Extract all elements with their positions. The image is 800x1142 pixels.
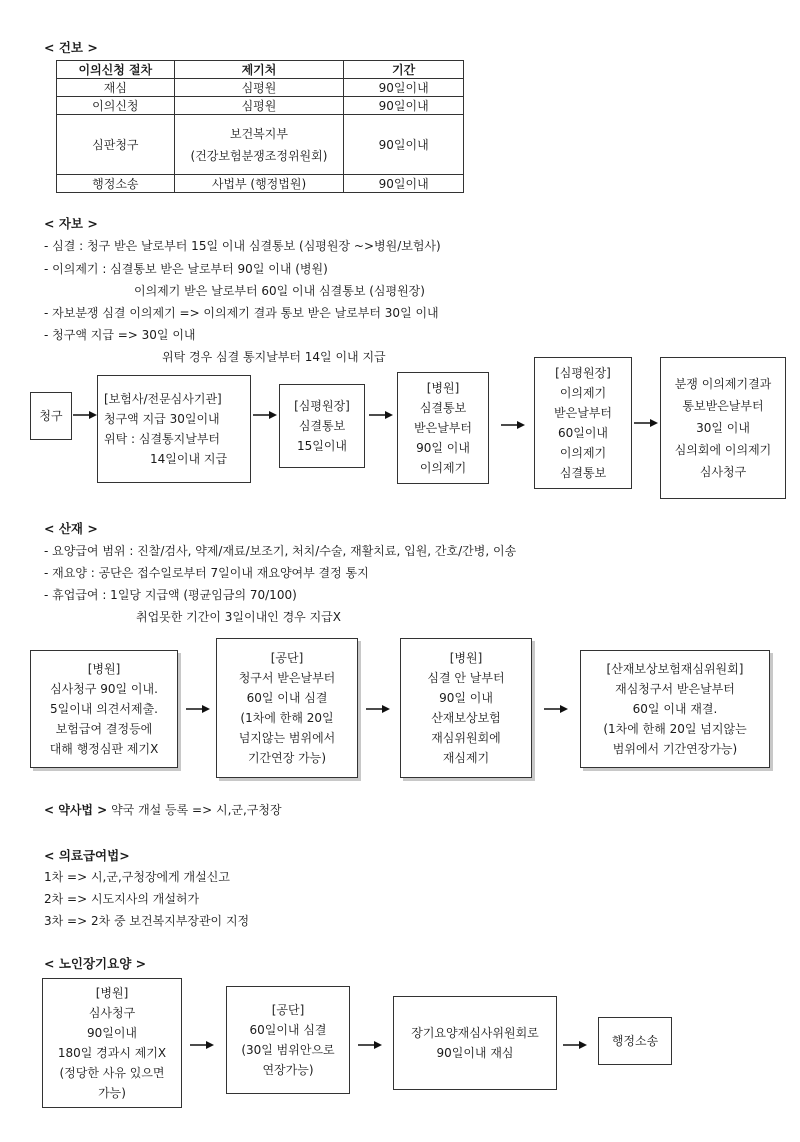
flow-box-text: 60일이내 심결 xyxy=(249,1023,327,1037)
flow-box-text: 받은날부터 xyxy=(414,421,472,435)
auto-line: - 자보분쟁 심결 이의제기 => 이의제기 결과 통보 받은 날로부터 30일 이내 xyxy=(44,306,439,320)
flow-box-text: [병원] xyxy=(426,381,460,395)
table-cell: 이의신청 xyxy=(57,97,175,115)
arrow-right-icon xyxy=(253,410,277,420)
table-cell: 행정소송 xyxy=(57,175,175,193)
table-row xyxy=(57,175,464,193)
arrow-right-icon xyxy=(366,704,390,714)
auto-line: - 청구액 지급 => 30일 이내 xyxy=(44,328,196,342)
flow-box-text: 90일이내 xyxy=(86,1026,138,1040)
flow-box-text: 위탁 : 심결통지날부터 xyxy=(104,432,221,446)
flow-box-text: 심사청구 xyxy=(699,465,747,479)
flow-box-text: 90일 이내 xyxy=(416,441,470,455)
arrow-right-icon xyxy=(186,704,210,714)
flow-box-text: 청구서 받은날부터 xyxy=(238,671,336,685)
flow-box-text: 180일 경과시 제기X xyxy=(57,1046,167,1060)
flow-box-text: 심결통보 xyxy=(419,401,467,415)
flow-box-text: (30일 범위안으로 xyxy=(241,1043,335,1057)
table-cell-line: (건강보험분쟁조정위원회) xyxy=(190,148,328,163)
flow-box-text: [보험사/전문심사기관] xyxy=(104,392,222,406)
table-cell xyxy=(174,115,344,175)
section-heading-auto: < 자보 > xyxy=(44,216,98,231)
table-cell: 90일이내 xyxy=(344,79,464,97)
arrow-right-icon xyxy=(73,410,97,420)
flow-box-ltc-committee xyxy=(393,996,557,1090)
flow-box-text: 60일 이내 심결 xyxy=(246,691,328,705)
flow-box-kcomwel xyxy=(216,638,358,778)
medical-aid-line: 1차 => 시,군,구청장에게 개설신고 xyxy=(44,870,230,884)
flow-box-text: 이의제기 xyxy=(559,446,607,460)
flow-box-hospital-claim xyxy=(30,650,178,768)
flow-box-text: [공단] xyxy=(271,1003,305,1017)
table-cell: 심평원 xyxy=(174,97,344,115)
table-header-procedure: 이의신청 절차 xyxy=(57,61,175,79)
arrow-right-icon xyxy=(358,1040,382,1050)
flow-box-text: [심평원장] xyxy=(294,399,350,413)
flow-box-hira-director xyxy=(279,384,365,468)
flow-box-claim xyxy=(30,392,72,440)
arrow-right-icon xyxy=(563,1040,587,1050)
flow-box-hospital xyxy=(397,372,489,484)
section-heading-nhi: < 건보 > xyxy=(44,40,98,55)
table-row xyxy=(57,115,464,175)
table-row xyxy=(57,97,464,115)
table-cell: 재심 xyxy=(57,79,175,97)
table-row xyxy=(57,79,464,97)
auto-line: 이의제기 받은 날로부터 60일 이내 심결통보 (심평원장) xyxy=(134,284,425,298)
flow-box-text: 심결통보 xyxy=(559,466,607,480)
flow-box-text: 청구액 지급 30일이내 xyxy=(104,412,220,426)
table-cell: 90일이내 xyxy=(344,175,464,193)
flow-box-text: 심의회에 이의제기 xyxy=(674,443,772,457)
pharmacy-line xyxy=(44,801,282,818)
flow-box-text: 심결 안 날부터 xyxy=(427,671,505,685)
industrial-line: - 휴업급여 : 1일당 지급액 (평균임금의 70/100) xyxy=(44,588,297,602)
flow-box-text: [병원] xyxy=(95,986,129,1000)
medical-aid-line: 2차 => 시도지사의 개설허가 xyxy=(44,892,200,906)
flow-box-text: 연장가능) xyxy=(262,1063,314,1077)
flow-box-text: 심사청구 90일 이내. xyxy=(50,682,158,696)
auto-line: 위탁 경우 심결 통지날부터 14일 이내 지급 xyxy=(162,350,386,364)
flow-box-text: 심결통보 xyxy=(298,419,346,433)
industrial-line: - 재요양 : 공단은 접수일로부터 7일이내 재요양여부 결정 통지 xyxy=(44,566,369,580)
flow-box-text: 통보받은날부터 xyxy=(682,399,764,413)
table-header-period: 기간 xyxy=(344,61,464,79)
flow-box-text: 15일이내 xyxy=(296,439,348,453)
section-heading-medical-aid: < 의료급여법> xyxy=(44,848,130,863)
flow-box-text: 이의제기 xyxy=(559,386,607,400)
flow-box-administrative-litigation xyxy=(598,1017,672,1065)
flow-box-review-committee xyxy=(580,650,770,768)
flow-box-text: 60일이내 xyxy=(557,426,609,440)
flow-box-ltc-nhis xyxy=(226,986,350,1094)
flow-box-hira-objection xyxy=(534,357,632,489)
flow-box-ltc-hospital xyxy=(42,978,182,1108)
flow-box-dispute-committee xyxy=(660,357,786,499)
flow-box-text: 넘지않는 범위에서 xyxy=(238,731,336,745)
flow-box-text: 분쟁 이의제기결과 xyxy=(674,377,772,391)
table-cell: 심평원 xyxy=(174,79,344,97)
flow-box-text: 이의제기 xyxy=(419,461,467,475)
industrial-line: - 요양급여 범위 : 진찰/검사, 약제/재료/보조기, 처치/수술, 재활치료, 입원, 간호/간병, 이송 xyxy=(44,544,517,558)
flow-box-text: 심사청구 xyxy=(88,1006,136,1020)
section-heading-pharmacy: < 약사법 > xyxy=(44,803,108,817)
table-cell: 90일이내 xyxy=(344,97,464,115)
flow-box-text: 산재보상보험 xyxy=(431,711,501,725)
flow-box-text: 30일 이내 xyxy=(696,421,750,435)
flow-box-hospital-rereview xyxy=(400,638,532,778)
flow-box-text: 재심청구서 받은날부터 xyxy=(615,682,735,696)
auto-line: - 이의제기 : 심결통보 받은 날로부터 90일 이내 (병원) xyxy=(44,262,328,276)
flow-box-text: [병원] xyxy=(449,651,483,665)
flow-box-text: 장기요양재심사위원회로 xyxy=(411,1026,539,1040)
appeal-table xyxy=(56,60,464,193)
flow-box-text: 기간연장 가능) xyxy=(247,751,327,765)
table-cell-line: 보건복지부 xyxy=(230,126,288,141)
table-header-venue: 제기처 xyxy=(174,61,344,79)
flow-box-text: 행정소송 xyxy=(611,1034,659,1048)
flow-box-text: 90일 이내 xyxy=(439,691,493,705)
flow-box-text: [병원] xyxy=(87,662,121,676)
flow-box-text: 90일이내 재심 xyxy=(436,1046,514,1060)
pharmacy-text: 약국 개설 등록 => 시,군,구청장 xyxy=(107,803,282,817)
arrow-right-icon xyxy=(544,704,568,714)
table-cell: 사법부 (행정법원) xyxy=(174,175,344,193)
section-heading-industrial: < 산재 > xyxy=(44,521,98,536)
flow-box-text: 보험급여 결정등에 xyxy=(55,722,153,736)
section-heading-ltc: < 노인장기요양 > xyxy=(44,956,147,971)
table-cell: 심판청구 xyxy=(57,115,175,175)
arrow-right-icon xyxy=(369,410,393,420)
arrow-right-icon xyxy=(501,420,525,430)
industrial-line: 취업못한 기간이 3일이내인 경우 지급X xyxy=(136,610,341,624)
flow-box-text: 재심제기 xyxy=(442,751,490,765)
flow-box-insurer xyxy=(97,375,251,483)
flow-box-text: 재심위원회에 xyxy=(431,731,501,745)
flow-box-text: (정당한 사유 있으면 xyxy=(59,1066,165,1080)
table-cell: 90일이내 xyxy=(344,115,464,175)
auto-line: - 심결 : 청구 받은 날로부터 15일 이내 심결통보 (심평원장 ~>병원/보험사) xyxy=(44,239,441,253)
flow-box-text: 대해 행정심판 제기X xyxy=(49,742,159,756)
medical-aid-line: 3차 => 2차 중 보건복지부장관이 지정 xyxy=(44,914,250,928)
flow-box-text: [공단] xyxy=(270,651,304,665)
flow-box-text: 가능) xyxy=(98,1086,126,1100)
flow-box-text: 60일 이내 재결. xyxy=(632,702,718,716)
flow-box-text: 5일이내 의견서제출. xyxy=(49,702,158,716)
flow-box-text: 14일이내 지급 xyxy=(150,452,228,466)
arrow-right-icon xyxy=(634,418,658,428)
flow-box-text: 받은날부터 xyxy=(554,406,612,420)
flow-box-text: (1차에 한해 20일 넘지않는 xyxy=(603,722,747,736)
arrow-right-icon xyxy=(190,1040,214,1050)
flow-box-text: 범위에서 기간연장가능) xyxy=(612,742,738,756)
flow-box-text: [심평원장] xyxy=(555,366,611,380)
flow-box-text: 청구 xyxy=(39,409,63,423)
flow-box-text: [산재보상보험재심위원회] xyxy=(606,662,744,676)
flow-box-text: (1차에 한해 20일 xyxy=(240,711,334,725)
